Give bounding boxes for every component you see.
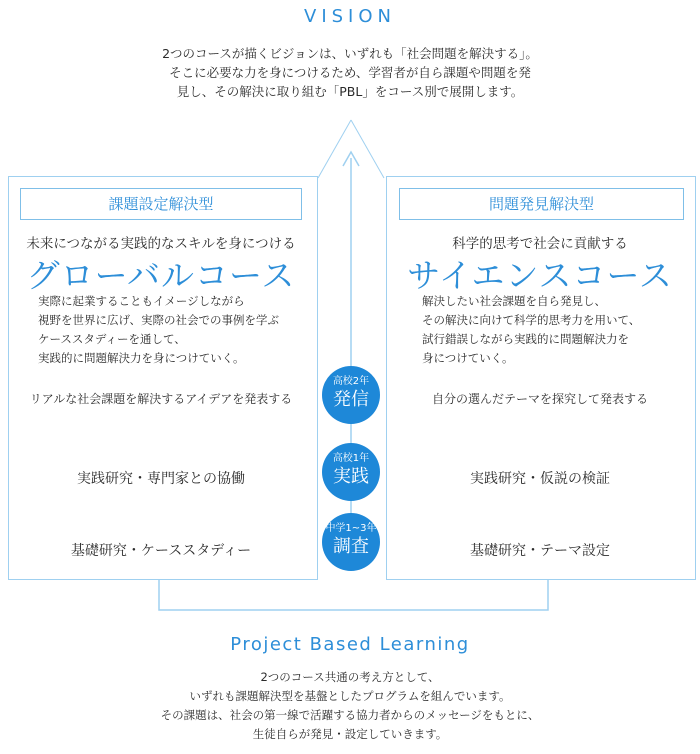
science-stage-present: 自分の選んだテーマを探究して発表する [431,392,648,406]
global-desc-line-4: 実践的に問題解決力を身につけていく。 [38,351,245,365]
level-label-hs2: 発信 [333,389,369,410]
level-grade-jhs: 中学1~3年 [325,523,377,534]
intro-line-3: 見し、その解決に取り組む「PBL」をコース別で展開します。 [176,84,524,99]
science-type-label: 問題発見解決型 [399,188,684,220]
level-label-jhs: 調査 [333,536,369,557]
global-desc-line-2: 視野を世界に広げ、実際の社会での事例を学ぶ [38,313,280,327]
global-desc-line-3: ケーススタディーを通して、 [38,332,186,346]
intro-line-2: そこに必要な力を身につけるため、学習者が自ら課題や問題を発 [169,65,531,80]
intro-line-1: 2つのコースが描くビジョンは、いずれも「社会問題を解決する」。 [162,46,538,61]
science-subtitle: 科学的思考で社会に貢献する [452,236,628,252]
outro-line-1: 2つのコース共通の考え方として、 [260,670,440,684]
science-desc-line-1: 解決したい社会課題を自ら発見し、 [422,294,606,308]
outro-line-4: 生徒自らが発見・設定していきます。 [252,727,448,741]
global-stage-research: 基礎研究・ケーススタディー [70,543,252,559]
science-desc-line-3: 試行錯誤しながら実践的に問題解決力を [422,332,629,346]
global-description [38,292,308,368]
outro-line-3: その課題は、社会の第一線で活躍する協力者からのメッセージをもとに、 [160,708,540,722]
level-circle-hs2 [322,366,380,424]
science-stage-research: 基礎研究・テーマ設定 [470,543,610,559]
level-circle-jhs [322,513,380,571]
level-grade-hs2: 高校2年 [332,376,370,387]
level-grade-hs1: 高校1年 [332,453,370,464]
outro-line-2: いずれも課題解決型を基盤としたプログラムを組んでいます。 [189,689,511,703]
vision-title: VISION [304,6,396,27]
global-stage-practice: 実践研究・専門家との協働 [77,471,245,487]
level-circle-hs1 [322,443,380,501]
science-course-name: サイエンスコース [407,256,673,295]
level-label-hs1: 実践 [333,466,369,487]
global-desc-line-1: 実際に起業することもイメージしながら [38,294,245,308]
global-subtitle: 未来につながる実践的なスキルを身につける [26,236,296,252]
science-desc-line-2: その解決に向けて科学的思考力を用いて、 [422,313,641,327]
global-stage-present: リアルな社会課題を解決するアイデアを発表する [29,392,293,406]
science-desc-line-4: 身につけていく。 [422,351,514,365]
pbl-title: Project Based Learning [230,634,470,655]
science-stage-practice: 実践研究・仮説の検証 [470,471,610,487]
science-description [422,292,690,368]
global-type-label: 課題設定解決型 [20,188,302,220]
global-course-name: グローバルコース [26,256,296,295]
